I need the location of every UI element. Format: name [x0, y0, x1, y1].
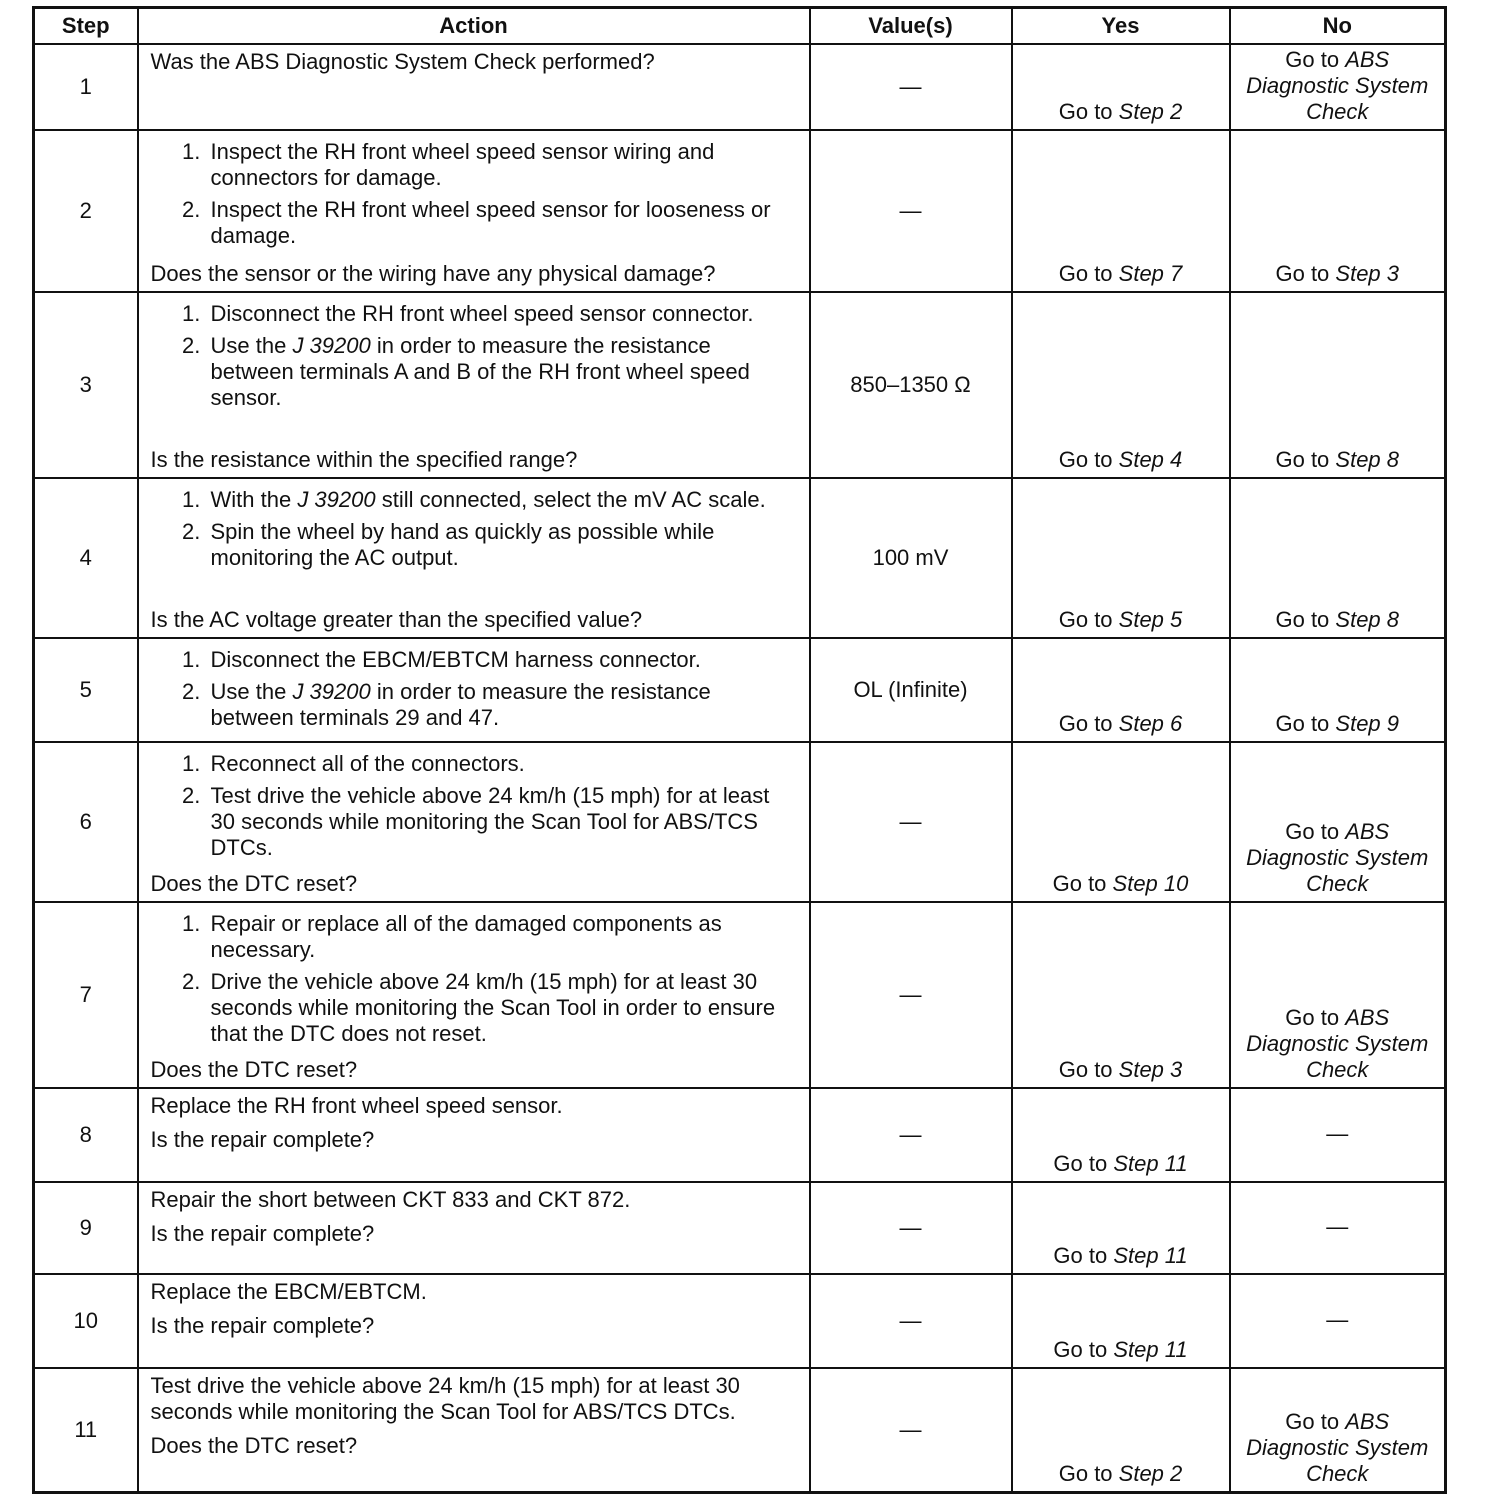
- action-content: [151, 1187, 799, 1269]
- yes-goto-text: Go to: [1053, 1243, 1114, 1268]
- no-goto-text: Go to: [1285, 1408, 1346, 1434]
- action-content: [151, 1093, 799, 1177]
- step-number: 2: [34, 130, 138, 292]
- no-dash: —: [1326, 1307, 1349, 1332]
- action-steps-list: [151, 139, 799, 249]
- yes-goto-text: Go to: [1058, 1057, 1119, 1082]
- action-cell: [138, 638, 810, 742]
- table-row: [34, 1182, 1446, 1274]
- table-row: [34, 1368, 1446, 1492]
- action-content: [151, 297, 799, 473]
- step-number: 10: [34, 1274, 138, 1368]
- yes-goto-text: Go to: [1058, 447, 1119, 472]
- step-number: 6: [34, 742, 138, 902]
- action-top: [151, 1093, 799, 1153]
- yes-goto-text: Go to: [1052, 871, 1113, 896]
- no-goto-text: Go to: [1275, 711, 1336, 736]
- yes-target-link[interactable]: Step 6: [1118, 711, 1183, 736]
- yes-target-link[interactable]: Step 4: [1118, 447, 1183, 472]
- yes-target-link[interactable]: Step 10: [1112, 871, 1189, 896]
- action-content: [151, 643, 799, 737]
- action-top: [151, 49, 799, 75]
- value-cell: 100 mV: [810, 478, 1012, 638]
- action-steps-list: [151, 751, 799, 861]
- tool-name: J 39200: [292, 333, 371, 358]
- no-dash: —: [1326, 1121, 1349, 1146]
- action-steps-list: [151, 487, 799, 571]
- no-cell: [1230, 1368, 1446, 1492]
- step-number: 3: [34, 292, 138, 478]
- action-content: [151, 483, 799, 633]
- yes-goto-text: Go to: [1058, 261, 1119, 286]
- yes-target-link[interactable]: Step 5: [1118, 607, 1183, 632]
- yes-cell: [1012, 1368, 1230, 1492]
- no-cell: [1230, 1088, 1446, 1182]
- yes-cell: [1012, 742, 1230, 902]
- diagnostic-table-container: [32, 6, 1444, 1494]
- yes-target-link[interactable]: Step 3: [1118, 1057, 1183, 1082]
- yes-cell: [1012, 478, 1230, 638]
- action-cell: [138, 742, 810, 902]
- action-top: [151, 1279, 799, 1339]
- value-cell: —: [810, 44, 1012, 130]
- value-cell: —: [810, 742, 1012, 902]
- action-content: [151, 1279, 799, 1363]
- action-top: [151, 483, 799, 577]
- tool-name: J 39200: [292, 679, 371, 704]
- table-header-row: [34, 8, 1446, 45]
- action-column-header: Action: [138, 8, 810, 45]
- action-lead-text: Test drive the vehicle above 24 km/h (15 mph) for at least 30 seconds while monitoring the Scan Tool for ABS/TCS DTCs.: [150, 1373, 740, 1424]
- action-top: [151, 1373, 799, 1459]
- yes-goto-text: Go to: [1058, 99, 1119, 124]
- no-goto-text: Go to: [1275, 261, 1336, 286]
- yes-goto-text: Go to: [1058, 1460, 1119, 1486]
- action-cell: [138, 902, 810, 1088]
- tool-name: J 39200: [297, 487, 376, 512]
- yes-cell: [1012, 292, 1230, 478]
- yes-target-link[interactable]: Step 11: [1113, 1337, 1188, 1362]
- action-top: [151, 297, 799, 417]
- action-step-item: 2. Test drive the vehicle above 24 km/h (15 mph) for at least 30 seconds while monitoring the Scan Tool for ABS/TCS DTCs.: [207, 783, 799, 861]
- yes-goto-text: Go to: [1053, 1151, 1114, 1176]
- step-number: 1: [34, 44, 138, 130]
- diagnostic-table: [32, 6, 1447, 1494]
- action-step-item: 2. Use the J 39200 in order to measure the resistance between terminals 29 and 47.: [207, 679, 799, 731]
- no-cell: [1230, 1274, 1446, 1368]
- step-number: 11: [34, 1368, 138, 1492]
- action-top: [151, 643, 799, 737]
- no-cell: [1230, 1182, 1446, 1274]
- yes-column-header: Yes: [1012, 8, 1230, 45]
- yes-cell: [1012, 1088, 1230, 1182]
- action-step-item: 1. Inspect the RH front wheel speed sensor wiring and connectors for damage.: [207, 139, 799, 191]
- action-step-item: 2. Use the J 39200 in order to measure the resistance between terminals A and B of the RH front wheel speed sensor.: [207, 333, 799, 411]
- no-cell: [1230, 292, 1446, 478]
- table-row: [34, 44, 1446, 130]
- action-lead-text: Replace the RH front wheel speed sensor.: [150, 1093, 563, 1118]
- value-cell: 850–1350 Ω: [810, 292, 1012, 478]
- action-content: [151, 1373, 799, 1487]
- action-top: [151, 135, 799, 255]
- value-cell: —: [810, 1274, 1012, 1368]
- table-body: [34, 44, 1446, 1492]
- action-cell: [138, 1182, 810, 1274]
- action-step-item: 2. Drive the vehicle above 24 km/h (15 mph) for at least 30 seconds while monitoring the Scan Tool in order to ensure that the DTC does not reset.: [207, 969, 799, 1047]
- table-row: [34, 742, 1446, 902]
- no-target-link[interactable]: Step 9: [1335, 711, 1400, 736]
- action-step-item: 1. Disconnect the RH front wheel speed sensor connector.: [207, 301, 799, 327]
- action-cell: [138, 1274, 810, 1368]
- no-target-link[interactable]: ABS Diagnostic System Check: [1246, 819, 1429, 896]
- value-cell: OL (Infinite): [810, 638, 1012, 742]
- no-goto-text: Go to: [1275, 607, 1336, 632]
- yes-target-link[interactable]: Step 7: [1118, 261, 1183, 286]
- action-step-item: 1. With the J 39200 still connected, select the mV AC scale.: [207, 487, 799, 513]
- yes-cell: [1012, 44, 1230, 130]
- action-content: [151, 49, 799, 125]
- action-lead-text: Replace the EBCM/EBTCM.: [150, 1279, 427, 1304]
- yes-goto-text: Go to: [1058, 607, 1119, 632]
- action-question: Does the DTC reset?: [150, 871, 358, 896]
- action-steps-list: [151, 647, 799, 731]
- yes-cell: [1012, 1274, 1230, 1368]
- no-cell: [1230, 478, 1446, 638]
- action-question: Does the DTC reset?: [150, 1057, 358, 1082]
- action-step-item: 1. Disconnect the EBCM/EBTCM harness connector.: [207, 647, 799, 673]
- no-target-link[interactable]: Step 8: [1335, 607, 1400, 632]
- action-question: Is the AC voltage greater than the specified value?: [150, 607, 643, 632]
- yes-target-link[interactable]: Step 2: [1118, 1460, 1183, 1486]
- action-top: [151, 907, 799, 1053]
- yes-cell: [1012, 130, 1230, 292]
- value-cell: —: [810, 1088, 1012, 1182]
- action-cell: [138, 44, 810, 130]
- yes-goto-text: Go to: [1053, 1337, 1114, 1362]
- value-cell: —: [810, 130, 1012, 292]
- no-column-header: No: [1230, 8, 1446, 45]
- no-dash: —: [1326, 1214, 1349, 1239]
- no-target-link[interactable]: ABS Diagnostic System Check: [1246, 1408, 1429, 1486]
- table-row: [34, 292, 1446, 478]
- action-step-item: 1. Repair or replace all of the damaged components as necessary.: [207, 911, 799, 963]
- action-question: Does the sensor or the wiring have any physical damage?: [150, 261, 716, 286]
- no-goto-text: Go to: [1285, 1005, 1346, 1030]
- value-cell: —: [810, 902, 1012, 1088]
- action-question: Does the DTC reset?: [150, 1433, 358, 1458]
- no-cell: [1230, 638, 1446, 742]
- action-cell: [138, 292, 810, 478]
- action-cell: [138, 130, 810, 292]
- value-cell: —: [810, 1368, 1012, 1492]
- yes-target-link[interactable]: Step 11: [1113, 1243, 1188, 1268]
- no-target-link[interactable]: ABS Diagnostic System Check: [1246, 1005, 1429, 1082]
- value-column-header: Value(s): [810, 8, 1012, 45]
- action-content: [151, 747, 799, 897]
- table-row: [34, 1274, 1446, 1368]
- no-target-link[interactable]: Step 8: [1335, 447, 1400, 472]
- value-cell: —: [810, 1182, 1012, 1274]
- no-goto-text: Go to: [1275, 447, 1336, 472]
- yes-cell: [1012, 1182, 1230, 1274]
- action-question: Is the resistance within the specified range?: [150, 447, 578, 472]
- step-column-header: Step: [34, 8, 138, 45]
- no-cell: [1230, 130, 1446, 292]
- yes-target-link[interactable]: Step 11: [1113, 1151, 1188, 1176]
- action-step-item: 2. Inspect the RH front wheel speed sensor for looseness or damage.: [207, 197, 799, 249]
- no-goto-text: Go to: [1285, 819, 1346, 844]
- action-question: Is the repair complete?: [150, 1221, 375, 1246]
- table-row: [34, 902, 1446, 1088]
- table-row: [34, 130, 1446, 292]
- no-goto-text: Go to: [1285, 47, 1346, 72]
- no-cell: [1230, 44, 1446, 130]
- action-cell: [138, 1368, 810, 1492]
- action-steps-list: [151, 911, 799, 1047]
- yes-cell: [1012, 902, 1230, 1088]
- action-steps-list: [151, 301, 799, 411]
- action-question: Is the repair complete?: [150, 1313, 375, 1338]
- action-content: [151, 907, 799, 1083]
- step-number: 5: [34, 638, 138, 742]
- yes-goto-text: Go to: [1058, 711, 1119, 736]
- action-step-item: 2. Spin the wheel by hand as quickly as possible while monitoring the AC output.: [207, 519, 799, 571]
- action-cell: [138, 478, 810, 638]
- no-target-link[interactable]: Step 3: [1335, 261, 1400, 286]
- action-lead-text: Repair the short between CKT 833 and CKT 872.: [150, 1187, 631, 1212]
- action-top: [151, 1187, 799, 1247]
- action-top: [151, 747, 799, 867]
- action-cell: [138, 1088, 810, 1182]
- step-number: 7: [34, 902, 138, 1088]
- step-number: 8: [34, 1088, 138, 1182]
- no-cell: [1230, 902, 1446, 1088]
- yes-target-link[interactable]: Step 2: [1118, 99, 1183, 124]
- action-step-item: 1. Reconnect all of the connectors.: [207, 751, 799, 777]
- action-content: [151, 135, 799, 287]
- table-row: [34, 478, 1446, 638]
- no-cell: [1230, 742, 1446, 902]
- table-row: [34, 1088, 1446, 1182]
- action-lead-text: Was the ABS Diagnostic System Check performed?: [150, 49, 655, 74]
- action-question: Is the repair complete?: [150, 1127, 375, 1152]
- step-number: 4: [34, 478, 138, 638]
- step-number: 9: [34, 1182, 138, 1274]
- yes-cell: [1012, 638, 1230, 742]
- no-target-link[interactable]: ABS Diagnostic System Check: [1246, 47, 1429, 124]
- table-row: [34, 638, 1446, 742]
